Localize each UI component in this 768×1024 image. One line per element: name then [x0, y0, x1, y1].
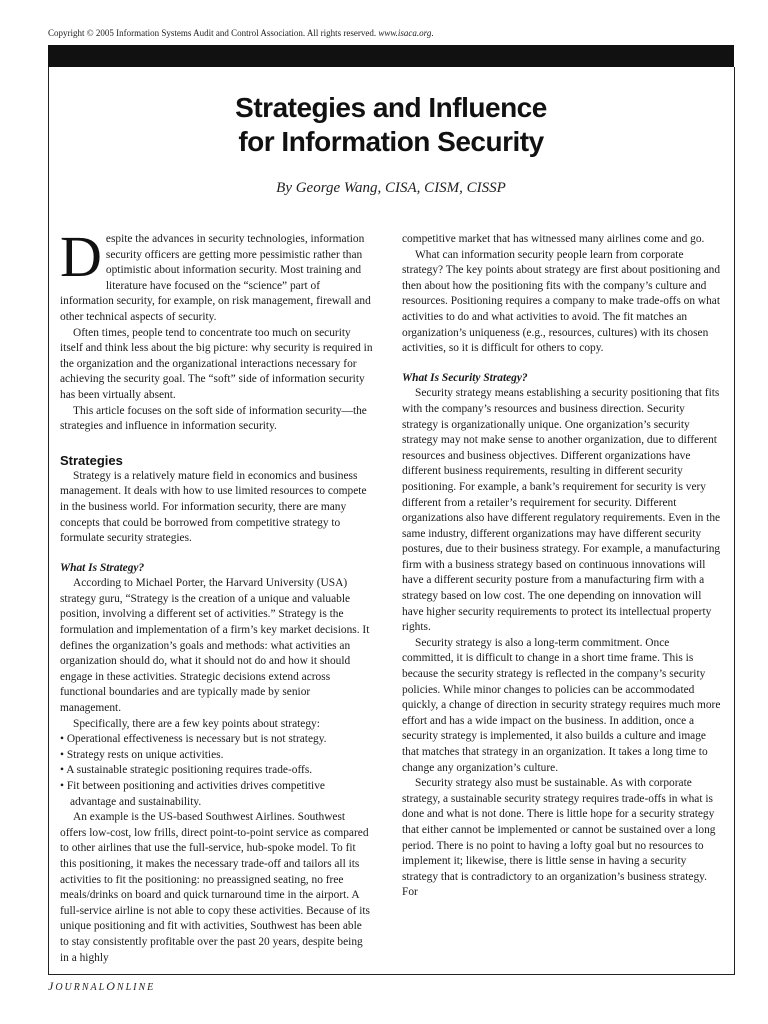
paragraph: Security strategy is also a long-term commitment. Once committed, it is difficult to change in a short time frame. This is because the security strategy is reflected in the company’s security policies. While minor changes to policies can be accommodated quickly, a change of direction in security strategy requires much more effort and has a wide impact on the business. In addition, once a security strategy is implemented, it also builds a culture and image that matches that strategy in an organization. It takes a long time to change any organization’s culture.	[402, 636, 721, 774]
right-column	[402, 232, 722, 901]
footer-initial-o: O	[106, 979, 117, 993]
header-bar	[48, 45, 734, 67]
title-line-1: Strategies and Influence	[235, 92, 547, 123]
paragraph: Security strategy means establishing a security positioning that fits with the company’s resources and business direction. Security strategy is organizationally unique. One organization’s security strategy may not make sense to another organization, due to different resources and business objectives. Different organizations have different business requirements, resulting in different security positioning. For example, a bank’s requirement for security is very different from a retailer’s requirement for security. Different organizations also have different regulatory requirements. Even in the same industry, different organizations may have different security postures, due to their business strategy. For example, a manufacturing firm with a business strategy based on continuous innovations will have a different security posture from a manufacturing firm with a strategy based on low cost. The one depending on innovation will have higher security requirements to protect its intellectual property rights.	[402, 387, 721, 634]
list-item: • Fit between positioning and activities drives competitive advantage and sustainability.	[60, 780, 325, 808]
subheading-what-is-security-strategy: What Is Security Strategy?	[402, 371, 528, 384]
intro-paragraph	[60, 224, 373, 326]
drop-cap: D	[60, 224, 102, 289]
copyright-url[interactable]: www.isaca.org	[378, 28, 432, 38]
paragraph: Strategy is a relatively mature field in economics and business management. It deals with how to use limited resources to compete in the business world. For information security, there are many concepts that could be borrowed from competitive strategy to formulate security strategies.	[60, 469, 367, 545]
footer-initial-j: J	[48, 979, 56, 993]
list-item: • A sustainable strategic positioning requires trade-offs.	[60, 764, 313, 777]
paragraph: Specifically, there are a few key points about strategy:	[73, 717, 320, 730]
title-line-2: for Information Security	[238, 126, 544, 157]
paragraph: This article focuses on the soft side of information security—the strategies and influence in information security.	[60, 404, 367, 433]
byline: By George Wang, CISA, CISM, CISSP	[276, 180, 506, 196]
intro-text: espite the advances in security technologies, information security officers are getting more pessimistic rather than optimistic about information security. Most training and literature have focused on the “science” part of information security, for example, on risk management, firewall and other technical aspects of security.	[60, 233, 371, 323]
footer-text-1: OURNAL	[55, 982, 107, 993]
article-title	[48, 91, 734, 159]
section-heading-strategies: Strategies	[60, 452, 123, 468]
copyright-text: Copyright © 2005 Information Systems Audit and Control Association. All rights reserved.	[48, 28, 377, 38]
paragraph: According to Michael Porter, the Harvard University (USA) strategy guru, “Strategy is the creation of a unique and valuable position, involving a different set of activities.” Strategy is the formulation and implementation of a firm’s key market decisions. It defines the organization’s goals and methods: what activities an organization should do, what it should not do and how it should engage in these activities. Strategic decisions extend across functional boundaries and are typically made by senior management.	[60, 577, 370, 715]
paragraph: competitive market that has witnessed many airlines come and go.	[402, 233, 705, 245]
paragraph: Security strategy also must be sustainable. As with corporate strategy, a sustainable security strategy requires trade-offs in what is done and what is not done. There is little hope for a security strategy that either cannot be implemented or cannot be sustained over a long period. There is no point to having a lofty goal but no resources to implement it; likewise, there is little sense in having a security strategy that is contradictory to an organization’s business strategy. For	[402, 777, 716, 899]
strategy-points-list	[60, 732, 373, 810]
subheading-what-is-strategy: What Is Strategy?	[60, 561, 145, 574]
left-column	[60, 224, 373, 966]
paragraph: An example is the US-based Southwest Airlines. Southwest offers low-cost, low frills, direct point-to-point service as compared to other airlines that use the full-service, hub-spoke model. To fit this positioning, it makes the necessary trade-off and tailors all its activities to fit the positioning: no preassigned seating, no free meals/drinks on board and quick turnaround time in the airport. A full-service airline is not able to copy these activities. Because of its unique positioning and fit with activities, Southwest has been able to stay consistently profitable over the past 20 years, despite being in a highly	[60, 811, 370, 964]
paragraph: What can information security people learn from corporate strategy? The key points about strategy are first about positioning and then about how the positioning fits with the company’s culture and resources. Positioning requires a company to make trade-offs on what activities to do and what activities to avoid. The fit matches an organization’s uniqueness (e.g., resources, cultures) with its chosen activities, so it is difficult for others to copy.	[402, 248, 721, 355]
list-item: • Strategy rests on unique activities.	[60, 748, 224, 761]
copyright-line: Copyright © 2005 Information Systems Audit and Control Association. All rights reserved. www.isaca.org.	[48, 28, 434, 38]
footer-text-2: NLINE	[116, 982, 156, 993]
paragraph: Often times, people tend to concentrate too much on security itself and think less about the big picture: why security is required in the organization and the organizational interactions necessary for achieving the security goal. The “soft” side of information security has been virtually absent.	[60, 326, 373, 401]
journal-footer	[48, 979, 155, 994]
list-item: • Operational effectiveness is necessary but is not strategy.	[60, 733, 327, 746]
